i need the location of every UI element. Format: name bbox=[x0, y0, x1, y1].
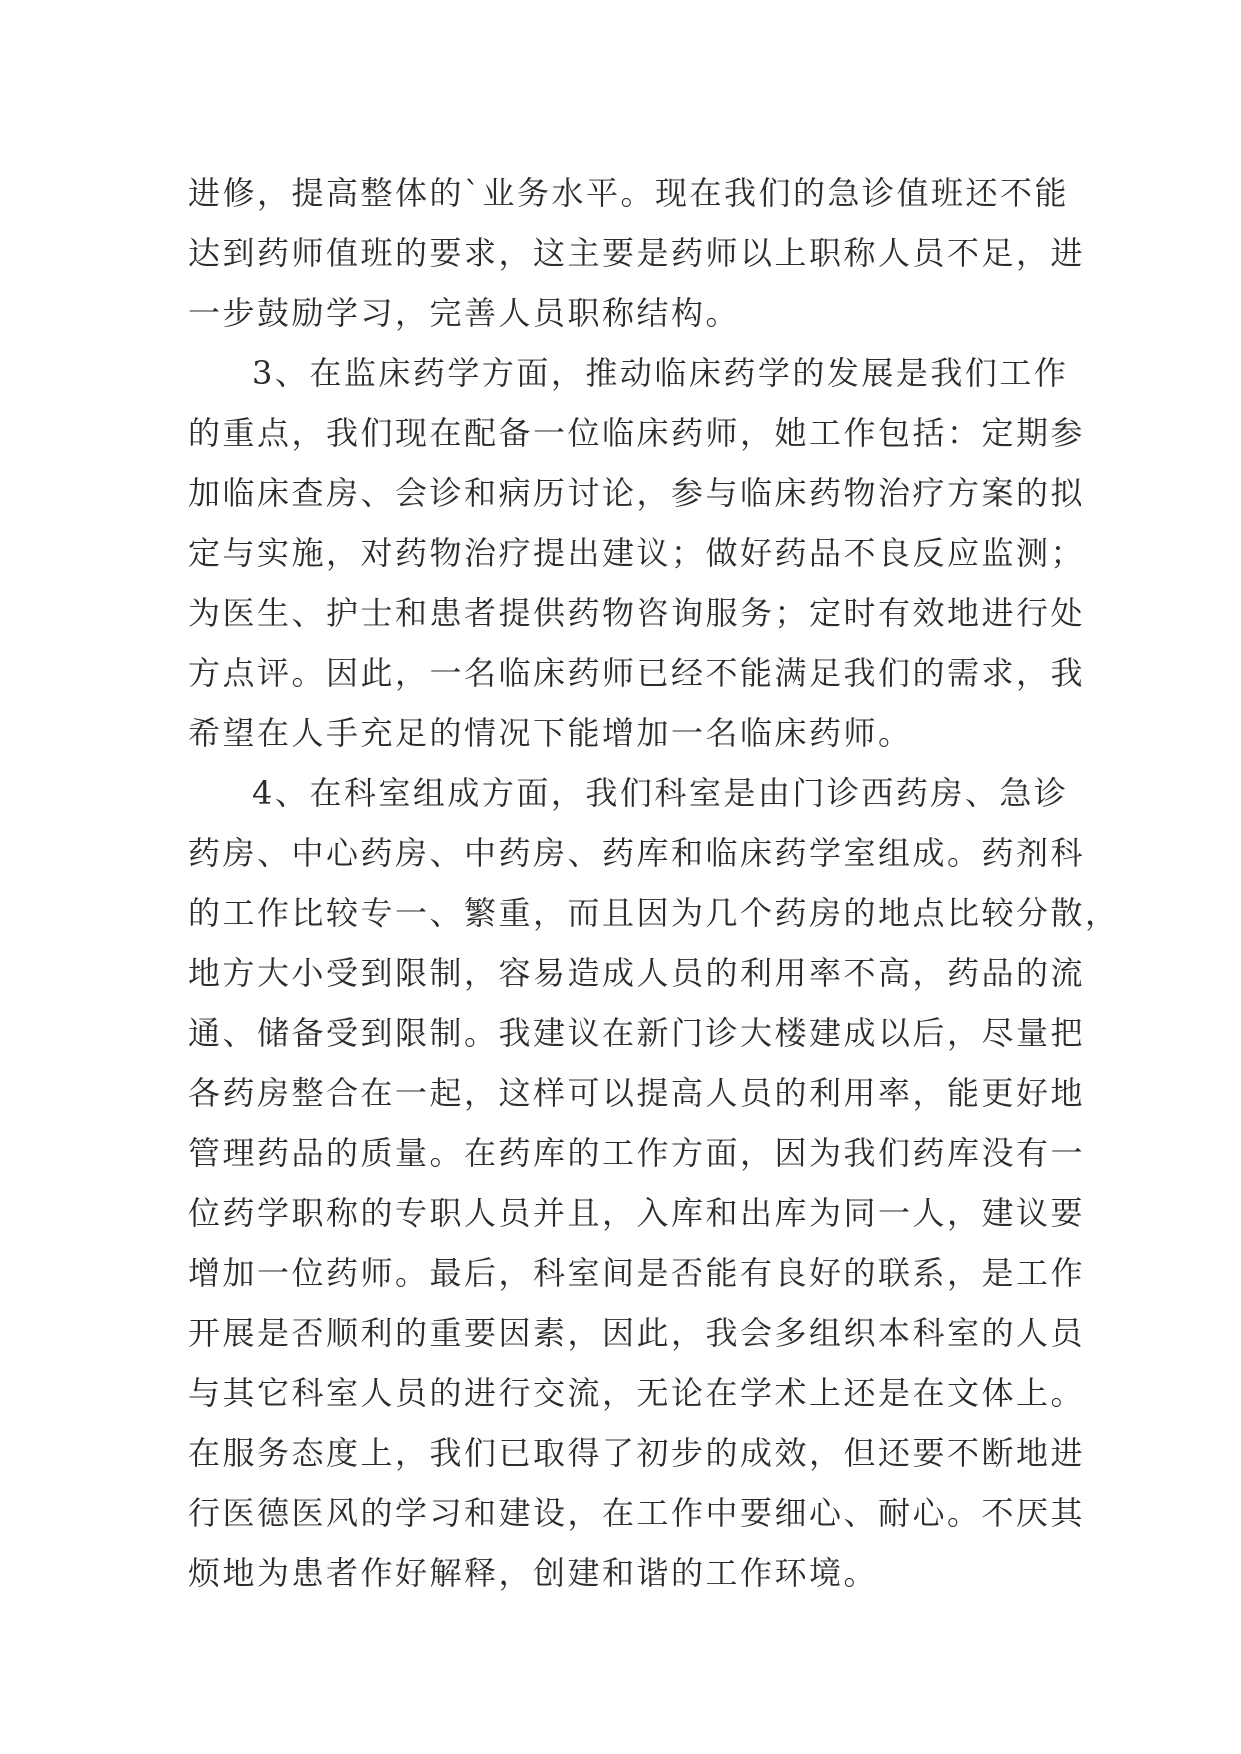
text-line: 管理药品的质量。在药库的工作方面，因为我们药库没有一 bbox=[188, 1134, 1086, 1172]
text-line: 达到药师值班的要求，这主要是药师以上职称人员不足，进 bbox=[188, 234, 1086, 272]
text-line: 加临床查房、会诊和病历讨论，参与临床药物治疗方案的拟 bbox=[188, 474, 1086, 512]
text-line: 行医德医风的学习和建设，在工作中要细心、耐心。不厌其 bbox=[188, 1494, 1086, 1532]
text-line: 与其它科室人员的进行交流，无论在学术上还是在文体上。 bbox=[188, 1374, 1086, 1412]
text-line: 开展是否顺利的重要因素，因此，我会多组织本科室的人员 bbox=[188, 1314, 1086, 1352]
text-line: 通、储备受到限制。我建议在新门诊大楼建成以后，尽量把 bbox=[188, 1014, 1086, 1052]
text-line: 各药房整合在一起，这样可以提高人员的利用率，能更好地 bbox=[188, 1074, 1086, 1112]
text-line: 烦地为患者作好解释，创建和谐的工作环境。 bbox=[188, 1554, 879, 1592]
text-line: 进修，提高整体的`业务水平。现在我们的急诊值班还不能 bbox=[188, 174, 1070, 212]
text-line: 希望在人手充足的情况下能增加一名临床药师。 bbox=[188, 714, 913, 752]
text-line: 定与实施，对药物治疗提出建议；做好药品不良反应监测； bbox=[188, 534, 1086, 572]
paragraph-4-first-line: 4、在科室组成方面，我们科室是由门诊西药房、急诊 bbox=[252, 774, 1069, 812]
text-line: 在服务态度上，我们已取得了初步的成效，但还要不断地进 bbox=[188, 1434, 1086, 1472]
text-line: 的工作比较专一、繁重，而且因为几个药房的地点比较分散， bbox=[188, 894, 1120, 932]
text-line: 的重点，我们现在配备一位临床药师，她工作包括：定期参 bbox=[188, 414, 1086, 452]
text-line: 为医生、护士和患者提供药物咨询服务；定时有效地进行处 bbox=[188, 594, 1086, 632]
text-line: 增加一位药师。最后，科室间是否能有良好的联系，是工作 bbox=[188, 1254, 1086, 1292]
paragraph-3-first-line: 3、在监床药学方面，推动临床药学的发展是我们工作 bbox=[252, 354, 1069, 392]
body-text bbox=[188, 163, 1120, 1603]
text-line: 地方大小受到限制，容易造成人员的利用率不高，药品的流 bbox=[188, 954, 1086, 992]
text-line: 位药学职称的专职人员并且，入库和出库为同一人，建议要 bbox=[188, 1194, 1086, 1232]
text-line: 一步鼓励学习，完善人员职称结构。 bbox=[188, 294, 741, 332]
text-line: 方点评。因此，一名临床药师已经不能满足我们的需求，我 bbox=[188, 654, 1086, 692]
text-line: 药房、中心药房、中药房、药库和临床药学室组成。药剂科 bbox=[188, 834, 1086, 872]
